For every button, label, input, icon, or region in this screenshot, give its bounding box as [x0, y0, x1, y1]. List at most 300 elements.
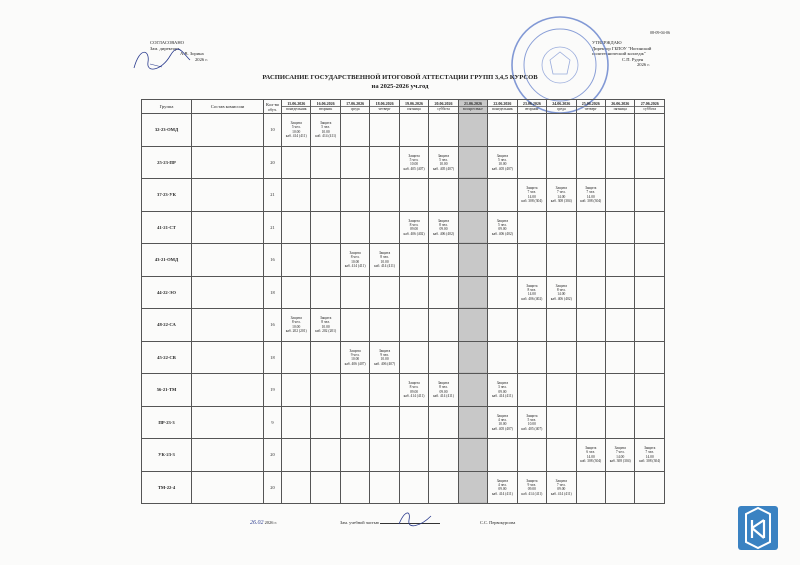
event-line: Защита	[526, 186, 538, 191]
schedule-cell	[370, 309, 399, 342]
schedule-cell	[488, 406, 517, 439]
schedule-cell	[605, 244, 634, 277]
schedule-cell	[576, 439, 605, 472]
schedule-cell	[547, 179, 576, 212]
event-line: Защита	[585, 446, 597, 451]
header-date-11	[605, 100, 634, 114]
approval-left-name: А.В. Зорина	[180, 51, 204, 57]
event-line: 7 чел.	[556, 190, 566, 195]
approval-right-role: Директор ГБПОУ "Ногинский	[592, 45, 652, 51]
event-line: Защита	[496, 381, 509, 386]
event-line: 10.00	[351, 259, 360, 264]
schedule-cell	[399, 211, 428, 244]
event-line: Защита	[378, 251, 391, 256]
header-date-value: 24.06.2026	[547, 101, 575, 107]
header-date-value: 18.06.2026	[370, 101, 398, 107]
commission-cell	[192, 439, 264, 472]
schedule-cell	[340, 406, 369, 439]
schedule-cell	[399, 244, 428, 277]
event-line: Защита	[496, 478, 509, 483]
count-cell: 19	[264, 374, 282, 407]
schedule-cell	[458, 211, 487, 244]
schedule-cell	[311, 341, 340, 374]
event-line: 7 чел.	[556, 482, 566, 487]
schedule-cell	[399, 114, 428, 147]
title-line-1: РАСПИСАНИЕ ГОСУДАРСТВЕННОЙ ИТОГОВОЙ АТТЕСТАЦИИ ГРУПП 3,4,5 КУРСОВ	[262, 74, 538, 81]
schedule-cell	[282, 146, 311, 179]
event-line: каб. 308 (304)	[639, 459, 661, 464]
commission-cell	[192, 309, 264, 342]
event-line: каб. 414 (411)	[344, 264, 366, 269]
event-line: 5 чел.	[409, 157, 419, 162]
event-line: 10.00	[380, 259, 389, 264]
commission-cell	[192, 146, 264, 179]
schedule-cell	[311, 179, 340, 212]
header-day-name: понедельник	[285, 107, 307, 111]
header-date-value: 22.06.2026	[488, 101, 516, 107]
schedule-cell	[547, 276, 576, 309]
count-cell: 18	[264, 276, 282, 309]
table-body	[142, 114, 665, 504]
header-day-name: пятница	[407, 107, 421, 111]
count-cell: 20	[264, 439, 282, 472]
event-line: 10.00	[498, 162, 507, 167]
event-line: 10.00	[380, 357, 389, 362]
event-line: 14.00	[527, 292, 536, 297]
footer-name: С.С. Первокурсова	[480, 520, 516, 525]
schedule-cell	[458, 114, 487, 147]
event-line: 8 чел.	[409, 385, 419, 390]
header-date-4	[399, 100, 428, 114]
event-line: 09.00	[439, 389, 448, 394]
schedule-cell	[429, 146, 458, 179]
group-cell: 37-23-УК	[142, 179, 192, 212]
commission-cell	[192, 406, 264, 439]
schedule-cell	[605, 309, 634, 342]
approval-left-block	[150, 40, 290, 62]
schedule-cell	[311, 374, 340, 407]
schedule-cell	[399, 439, 428, 472]
schedule-cell	[311, 276, 340, 309]
event-line: Защита	[526, 413, 538, 418]
schedule-cell	[488, 146, 517, 179]
schedule-cell	[370, 179, 399, 212]
event-line: 9 чел.	[350, 352, 360, 357]
event-line: каб. 414 (411)	[491, 491, 513, 496]
schedule-cell	[488, 244, 517, 277]
header-date-value: 23.06.2026	[518, 101, 546, 107]
schedule-cell	[605, 114, 634, 147]
event-line: 5 чел.	[498, 157, 507, 162]
event-line: Защита	[349, 251, 361, 256]
schedule-cell	[370, 439, 399, 472]
schedule-cell	[576, 471, 605, 504]
schedule-cell	[429, 439, 458, 472]
event-line: Защита	[555, 478, 567, 483]
count-cell: 21	[264, 179, 282, 212]
event-line: каб. 406 (407)	[374, 361, 396, 366]
document-code: 08-09-04-06	[650, 30, 670, 35]
header-date-5	[429, 100, 458, 114]
schedule-cell	[488, 374, 517, 407]
event-line: каб. 405 (407)	[491, 426, 513, 431]
schedule-cell	[370, 374, 399, 407]
college-logo-icon	[738, 506, 778, 550]
schedule-cell	[399, 146, 428, 179]
schedule-cell	[635, 211, 665, 244]
footer-role: Зам. учебной частью	[340, 520, 380, 525]
group-cell: ТМ-22-4	[142, 471, 192, 504]
event-line: 8 чел.	[350, 255, 360, 260]
commission-cell	[192, 244, 264, 277]
schedule-cell	[605, 179, 634, 212]
schedule-cell	[635, 276, 665, 309]
approval-right-name: С.П. Руден	[622, 56, 644, 62]
event-line: каб. 414 (411)	[285, 134, 307, 139]
header-date-9	[547, 100, 576, 114]
event-line: 5 чел.	[527, 417, 537, 422]
event-line: каб. 414 (411)	[403, 394, 425, 399]
event-line: Защита	[437, 218, 450, 223]
schedule-cell	[605, 374, 634, 407]
schedule-cell	[340, 211, 369, 244]
event-line: 7 чел.	[527, 190, 537, 195]
event-line: 09.00	[498, 487, 507, 492]
event-line: каб. 405 (407)	[432, 166, 454, 171]
event-line: 10.00	[439, 162, 448, 167]
header-date-10	[576, 100, 605, 114]
event-line: 10.00	[292, 129, 301, 134]
table-row	[142, 374, 665, 407]
header-date-value: 16.06.2026	[311, 101, 339, 107]
group-cell: 25-23-ПР	[142, 146, 192, 179]
schedule-cell	[517, 309, 546, 342]
header-day-name: среда	[350, 107, 360, 111]
approval-right-org: политехнический колледж"	[592, 51, 646, 57]
event-line: Защита	[408, 218, 420, 223]
event-line: 10.00	[292, 324, 301, 329]
commission-cell	[192, 211, 264, 244]
header-date-value: 21.06.2026	[459, 101, 487, 107]
schedule-cell	[458, 406, 487, 439]
event-line: 5 чел.	[439, 157, 448, 162]
header-count-top: Кол-во	[265, 101, 280, 107]
schedule-cell	[370, 114, 399, 147]
schedule-cell	[576, 341, 605, 374]
event-line: каб. 406 (402)	[403, 231, 425, 236]
schedule-cell	[635, 146, 665, 179]
schedule-cell	[488, 341, 517, 374]
schedule-cell	[370, 341, 399, 374]
schedule-cell	[429, 406, 458, 439]
table-row	[142, 244, 665, 277]
schedule-cell	[282, 439, 311, 472]
schedule-cell	[635, 406, 665, 439]
commission-cell	[192, 471, 264, 504]
event-line: 09.00	[498, 227, 507, 232]
schedule-cell	[517, 374, 546, 407]
schedule-cell	[340, 276, 369, 309]
event-line: 14.00	[645, 454, 654, 459]
table-row	[142, 146, 665, 179]
event-line: каб. 405 (407)	[521, 426, 543, 431]
header-day-name: пятница	[613, 107, 627, 111]
event-line: Защита	[320, 316, 332, 321]
commission-cell	[192, 276, 264, 309]
schedule-cell	[399, 276, 428, 309]
schedule-cell	[340, 471, 369, 504]
count-cell: 16	[264, 309, 282, 342]
header-commission: Состав комиссии	[192, 100, 264, 114]
schedule-cell	[517, 276, 546, 309]
schedule-cell	[429, 211, 458, 244]
schedule-cell	[605, 146, 634, 179]
schedule-cell	[340, 179, 369, 212]
event-line: 8 чел.	[556, 287, 566, 292]
schedule-cell	[282, 179, 311, 212]
schedule-cell	[605, 471, 634, 504]
header-date-2	[340, 100, 369, 114]
schedule-cell	[605, 211, 634, 244]
footer-date-suffix: 2026 г.	[264, 520, 277, 525]
event-line: 09.00	[557, 487, 566, 492]
table-row	[142, 471, 665, 504]
schedule-cell	[429, 114, 458, 147]
schedule-cell	[458, 374, 487, 407]
event-line: каб. 414 (411)	[491, 394, 513, 399]
schedule-cell	[576, 374, 605, 407]
schedule-cell	[576, 179, 605, 212]
group-cell: 41-21-СТ	[142, 211, 192, 244]
event-line: каб. 308 (304)	[609, 459, 631, 464]
event-line: каб. 406 (402)	[550, 296, 572, 301]
group-cell: ПР-23-3	[142, 406, 192, 439]
schedule-cell	[282, 244, 311, 277]
event-line: 5 чел.	[291, 125, 301, 130]
event-line: Защита	[585, 186, 597, 191]
header-date-7	[488, 100, 517, 114]
count-cell: 9	[264, 406, 282, 439]
event-line: 3 чел.	[498, 385, 507, 390]
schedule-cell	[340, 374, 369, 407]
event-line: 14.00	[557, 194, 566, 199]
event-line: 09.00	[409, 389, 419, 394]
schedule-cell	[576, 211, 605, 244]
event-line: Защита	[437, 153, 450, 158]
footer-signature-icon	[395, 508, 435, 528]
header-date-value: 27.06.2026	[635, 101, 664, 107]
event-line: Защита	[378, 348, 391, 353]
event-line: каб. 308 (304)	[580, 199, 602, 204]
schedule-cell	[370, 406, 399, 439]
schedule-cell	[605, 439, 634, 472]
schedule-cell	[429, 374, 458, 407]
event-line: Защита	[496, 413, 509, 418]
event-line: 8 чел.	[439, 385, 448, 390]
schedule-cell	[547, 114, 576, 147]
schedule-cell	[458, 439, 487, 472]
table-row	[142, 276, 665, 309]
event-line: 09.00	[439, 227, 448, 232]
schedule-cell	[576, 276, 605, 309]
table-header-row	[142, 100, 665, 114]
header-day-name: вторник	[525, 107, 539, 111]
schedule-cell	[605, 276, 634, 309]
schedule-cell	[370, 276, 399, 309]
header-date-value: 15.06.2026	[282, 101, 310, 107]
approval-left-date: 2026 г.	[195, 56, 208, 62]
event-line: 4 чел.	[498, 417, 507, 422]
schedule-cell	[488, 211, 517, 244]
header-day-name: понедельник	[492, 107, 513, 111]
schedule-cell	[517, 341, 546, 374]
schedule-cell	[311, 439, 340, 472]
schedule-cell	[517, 179, 546, 212]
schedule-cell	[311, 211, 340, 244]
event-line: 10.00	[321, 129, 330, 134]
header-count-bottom: обуч.	[268, 106, 277, 112]
event-line: 14.00	[616, 454, 625, 459]
schedule-cell	[340, 146, 369, 179]
schedule-cell	[488, 276, 517, 309]
schedule-cell	[547, 244, 576, 277]
table-row	[142, 341, 665, 374]
event-line: каб. 414 (411)	[315, 134, 337, 139]
schedule-cell	[488, 179, 517, 212]
count-cell: 21	[264, 211, 282, 244]
event-line: каб. 405 (407)	[491, 166, 513, 171]
event-line: Защита	[526, 283, 538, 288]
event-line: 14.00	[586, 194, 595, 199]
event-line: Защита	[496, 218, 509, 223]
event-line: 7 чел.	[586, 190, 596, 195]
schedule-cell	[340, 114, 369, 147]
event-line: 09.00	[498, 389, 507, 394]
header-day-name: вторник	[319, 107, 333, 111]
header-date-8	[517, 100, 546, 114]
schedule-cell	[517, 471, 546, 504]
schedule-cell	[429, 244, 458, 277]
commission-cell	[192, 114, 264, 147]
schedule-cell	[635, 244, 665, 277]
schedule-cell	[429, 309, 458, 342]
schedule-cell	[517, 439, 546, 472]
schedule-cell	[399, 374, 428, 407]
schedule-cell	[458, 276, 487, 309]
schedule-cell	[576, 406, 605, 439]
schedule-cell	[635, 179, 665, 212]
event-line: 8 чел.	[321, 320, 331, 325]
schedule-cell	[517, 146, 546, 179]
schedule-cell	[340, 244, 369, 277]
header-date-12	[635, 100, 665, 114]
header-day-name: воскресенье	[463, 107, 483, 111]
event-line: каб. 406 (402)	[432, 231, 454, 236]
event-line: 8 чел.	[380, 255, 389, 260]
schedule-cell	[547, 146, 576, 179]
schedule-cell	[458, 471, 487, 504]
schedule-cell	[547, 439, 576, 472]
event-line: Защита	[555, 186, 567, 191]
schedule-cell	[517, 244, 546, 277]
schedule-cell	[311, 244, 340, 277]
schedule-cell	[370, 244, 399, 277]
event-line: Защита	[290, 316, 302, 321]
schedule-cell	[576, 309, 605, 342]
event-line: Защита	[290, 121, 302, 126]
event-line: 14.00	[557, 292, 566, 297]
approval-right-date: 2026 г.	[637, 62, 650, 68]
schedule-cell	[399, 309, 428, 342]
event-line: Защита	[526, 478, 538, 483]
header-date-value: 19.06.2026	[400, 101, 428, 107]
event-line: 10.00	[321, 324, 330, 329]
event-line: 14.00	[527, 194, 536, 199]
header-day-name: суббота	[437, 107, 450, 111]
schedule-cell	[547, 309, 576, 342]
schedule-cell	[311, 146, 340, 179]
schedule-cell	[605, 341, 634, 374]
schedule-cell	[282, 471, 311, 504]
event-line: Защита	[408, 381, 420, 386]
schedule-cell	[517, 211, 546, 244]
table-row	[142, 211, 665, 244]
schedule-cell	[282, 341, 311, 374]
schedule-cell	[282, 276, 311, 309]
table-row	[142, 179, 665, 212]
event-line: каб. 414 (411)	[550, 491, 572, 496]
event-line: Защита	[320, 121, 332, 126]
event-line: 6 чел.	[586, 450, 596, 455]
count-cell: 20	[264, 146, 282, 179]
schedule-cell	[340, 341, 369, 374]
header-date-value: 20.06.2026	[429, 101, 457, 107]
schedule-cell	[635, 341, 665, 374]
schedule-cell	[458, 341, 487, 374]
schedule-cell	[576, 244, 605, 277]
event-line: 8 чел.	[439, 222, 448, 227]
schedule-cell	[458, 179, 487, 212]
commission-cell	[192, 179, 264, 212]
schedule-cell	[311, 471, 340, 504]
schedule-cell	[399, 471, 428, 504]
schedule-cell	[429, 276, 458, 309]
header-day-name: суббота	[643, 107, 657, 111]
schedule-cell	[635, 439, 665, 472]
schedule-cell	[429, 179, 458, 212]
event-line: каб. 308 (304)	[550, 199, 572, 204]
event-line: 8 чел.	[291, 320, 301, 325]
approval-right-title: УТВЕРЖДАЮ	[592, 40, 622, 45]
event-line: Защита	[496, 153, 509, 158]
header-group: Группа	[142, 100, 192, 114]
event-line: каб. 202 (201)	[315, 329, 337, 334]
schedule-cell	[340, 309, 369, 342]
signature-left-icon	[130, 40, 200, 74]
schedule-cell	[547, 374, 576, 407]
event-line: 7 чел.	[645, 450, 655, 455]
schedule-cell	[488, 309, 517, 342]
group-cell: 44-22-ЭО	[142, 276, 192, 309]
logo-mark-icon	[738, 506, 778, 550]
schedule-cell	[370, 146, 399, 179]
schedule-cell	[605, 406, 634, 439]
group-cell: УК-23-3	[142, 439, 192, 472]
schedule-cell	[458, 146, 487, 179]
event-line: 5 чел.	[321, 125, 331, 130]
event-line: 4 чел.	[498, 482, 507, 487]
group-cell: 48-22-СА	[142, 309, 192, 342]
